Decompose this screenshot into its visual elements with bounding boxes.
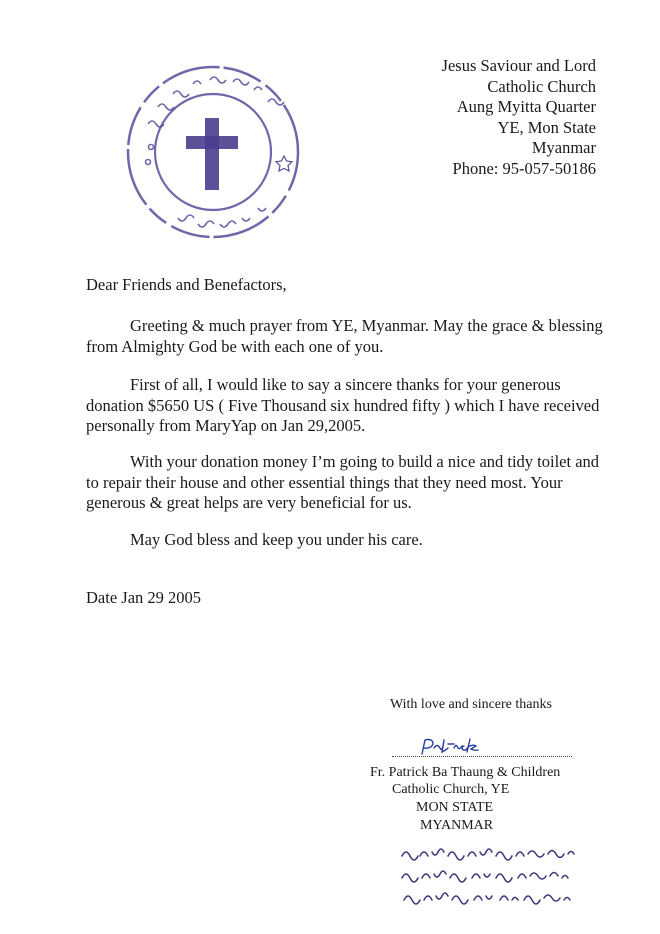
signature-area <box>390 732 580 762</box>
address-line: YE, Mon State <box>497 117 596 137</box>
signer-church: Catholic Church, YE <box>392 782 510 797</box>
letterhead-address <box>442 56 596 179</box>
handwritten-signature-icon <box>418 734 498 758</box>
letter-date: Date Jan 29 2005 <box>86 588 202 607</box>
stamp-seal-icon <box>118 62 308 242</box>
paragraph-blessing: May God bless and keep you under his care. <box>130 530 423 549</box>
burmese-script-stamp-icon <box>398 844 588 914</box>
burmese-ink-stamp <box>398 844 588 914</box>
signer-name: Fr. Patrick Ba Thaung & Children <box>370 765 561 780</box>
salutation: Dear Friends and Benefactors, <box>86 275 287 294</box>
address-line: Jesus Saviour and Lord <box>441 56 596 75</box>
paragraph-greeting: Greeting & much prayer from YE, Myanmar. May the grace & blessing from Almighty God be with each one of you. <box>86 316 603 356</box>
signer-country: MYANMAR <box>420 818 494 833</box>
address-line: Myanmar <box>531 138 596 157</box>
address-line: Aung Myitta Quarter <box>456 97 596 116</box>
paragraph-thanks: First of all, I would like to say a sincere thanks for your generous donation $5650 US ( Five Thousand six hundred fifty ) which I have received personally from MaryYap on Jan 29,2005. <box>86 375 600 435</box>
paragraph-plans: With your donation money I’m going to build a nice and tidy toilet and to repair their house and other essential things that they need most. Your generous & great helps are very beneficial for us. <box>86 452 600 512</box>
church-stamp <box>118 62 308 242</box>
phone-line: Phone: 95-057-50186 <box>452 158 596 178</box>
signer-state: MON STATE <box>416 800 494 815</box>
sign-off: With love and sincere thanks <box>390 697 552 712</box>
address-line: Catholic Church <box>487 76 596 96</box>
signature-line <box>392 756 572 757</box>
